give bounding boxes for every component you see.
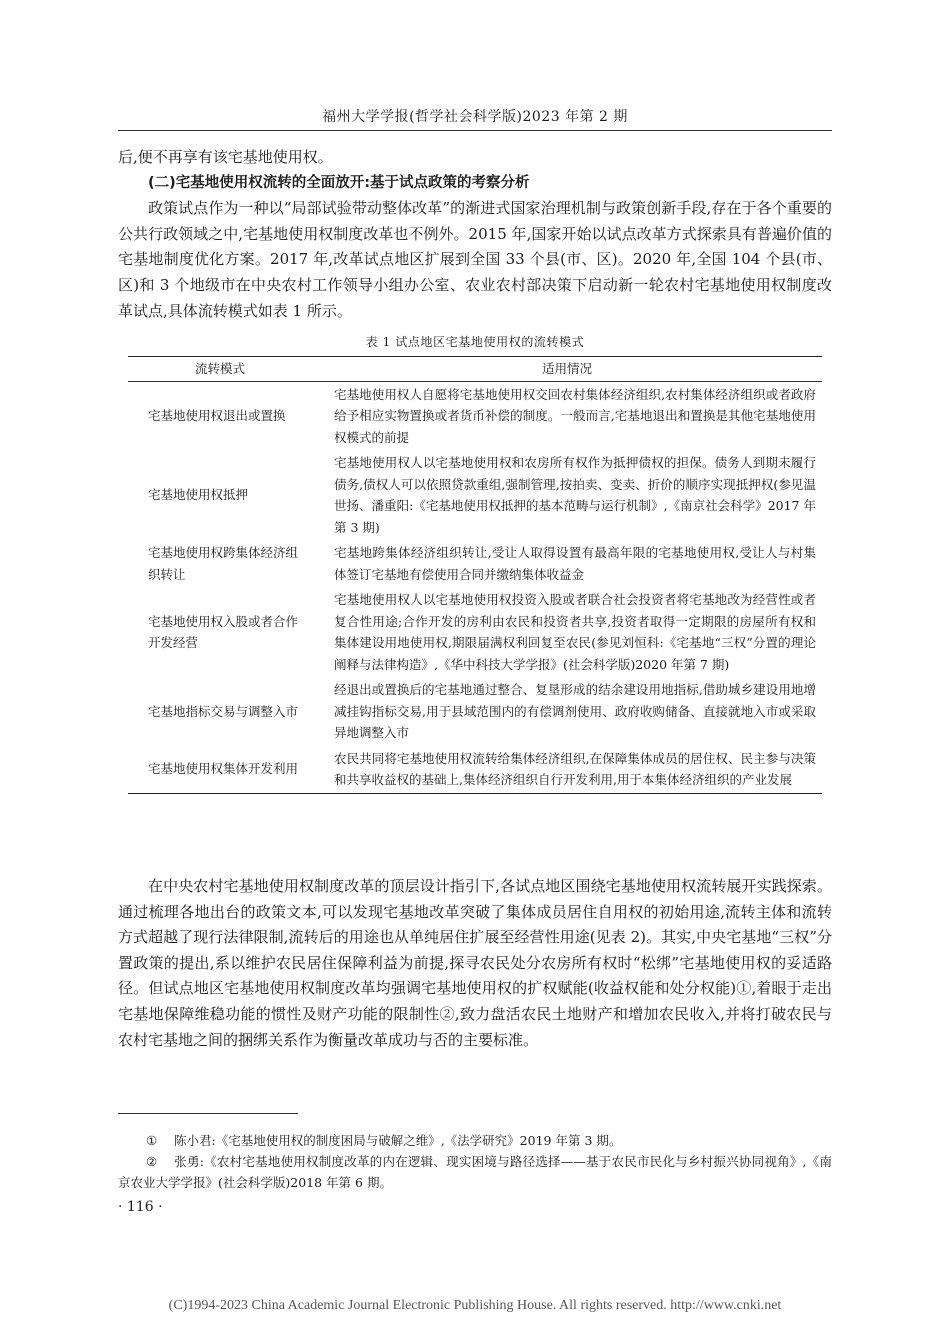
paragraph-2: 在中央农村宅基地使用权制度改革的顶层设计指引下,各试点地区围绕宅基地使用权流转展开实践探索。通过梳理各地出台的政策文本,可以发现宅基地改革突破了集体成员居住自用权的初始用途,流转主体和流转方式超越了现行法律限制,流转后的用途也从单纯居住扩展至经营性用途(见表 2)。其实,中央宅基地“三权”分置政策的提出,系以维护农民居住保障利益为前提,探寻农民处分农房所有权时“松绑”宅基地使用权的妥适路径。但试点地区宅基地使用权制度改革均强调宅基地使用权的扩权赋能(收益权能和处分权能)①,着眼于走出宅基地保障维稳功能的惯性及财产功能的限制性②,致力盘活农民土地财产和增加农民收入,并将打破农民与农村宅基地之间的捆绑关系作为衡量改革成功与否的主要标准。 [118, 877, 832, 1049]
table-caption: 表 1 试点地区宅基地使用权的流转模式 [365, 335, 585, 349]
footnotes [118, 1130, 832, 1193]
row-desc: 宅基地使用权人自愿将宅基地使用权交回农村集体经济组织,农村集体经济组织或者政府给予相应实物置换或者货币补偿的制度。一般而言,宅基地退出和置换是其他宅基地使用权模式的前提 [334, 386, 816, 445]
row-mode: 宅基地使用权集体开发利用 [128, 746, 312, 794]
row-desc: 宅基地使用权人以宅基地使用权投资入股或者联合社会投资者将宅基地改为经营性或者复合性用途;合作开发的房利由农民和投资者共享,投资者取得一定期限的房屋所有权和集体建设用地使用权,期限届满权利回复至农民(参见刘恒科:《宅基地“三权”分置的理论阐释与法律构造》,《华中科技大学学报》(社会科学版)2020 年第 7 期) [334, 592, 816, 672]
table-row [128, 450, 822, 540]
page-number: · 116 · [118, 1199, 163, 1215]
copyright-notice: (C)1994-2023 China Academic Journal Electronic Publishing House. All rights reserved. http://www.cnki.net [168, 1298, 782, 1313]
table-row [128, 587, 822, 677]
paragraph-1: 政策试点作为一种以“局部试验带动整体改革”的渐进式国家治理机制与政策创新手段,存在于各个重要的公共行政领域之中,宅基地使用权制度改革也不例外。2015 年,国家开始以试点改革方式探索具有普遍价值的宅基地制度优化方案。2017 年,改革试点地区扩展到全国 33 个县(市、区)。2020 年,全国 104 个县(市、区)和 3 个地级市在中央农村工作领导小组办公室、农业农村部决策下启动新一轮农村宅基地使用权制度改革试点,具体流转模式如表 1 所示。 [118, 199, 832, 320]
row-desc: 农民共同将宅基地使用权流转给集体经济组织,在保障集体成员的居住权、民主参与决策和共享收益权的基础上,集体经济组织自行开发利用,用于本集体经济组织的产业发展 [312, 746, 822, 794]
footnote-2 [118, 1151, 832, 1193]
table-header-row [128, 357, 822, 382]
row-desc: 经退出或置换后的宅基地通过整合、复垦形成的结余建设用地指标,借助城乡建设用地增减挂钩指标交易,用于县域范围内的有偿调剂使用、政府收购储备、直接就地入市或采取异地调整入市 [334, 682, 816, 740]
journal-header: 福州大学学报(哲学社会科学版)2023 年第 2 期 [322, 109, 628, 125]
continuation-paragraph: 后,便不再享有该宅基地使用权。 [118, 148, 333, 166]
transfer-mode-table [128, 356, 822, 794]
section-heading: (二)宅基地使用权流转的全面放开:基于试点政策的考察分析 [148, 174, 530, 191]
column-header-desc: 适用情况 [312, 357, 822, 382]
row-mode: 宅基地使用权抵押 [148, 487, 249, 503]
row-mode: 宅基地指标交易与调整入市 [148, 703, 299, 719]
row-mode: 宅基地使用权入股或者合作开发经营 [148, 613, 299, 650]
footnote-text: 陈小君:《宅基地使用权的制度困局与破解之维》,《法学研究》2019 年第 3 期。 [174, 1133, 622, 1148]
table-row [128, 677, 822, 746]
row-mode: 宅基地使用权跨集体经济组织转让 [148, 545, 299, 582]
body-upper [118, 145, 832, 324]
column-header-mode: 流转模式 [128, 357, 312, 382]
row-mode: 宅基地使用权退出或置换 [148, 408, 286, 423]
footnote-number: ① [146, 1133, 158, 1148]
table-row [128, 540, 822, 587]
table-row [128, 381, 822, 450]
row-desc: 宅基地跨集体经济组织转让,受让人取得设置有最高年限的宅基地使用权,受让人与村集体签订宅基地有偿使用合同并缴纳集体收益金 [334, 545, 816, 582]
table-row [128, 746, 822, 794]
body-lower [118, 874, 832, 1053]
footnote-1 [118, 1130, 832, 1151]
footnote-number: ② [146, 1154, 158, 1169]
row-desc: 宅基地使用权人以宅基地使用权和农房所有权作为抵押债权的担保。债务人到期未履行债务,债权人可以依照贷款重组,强制管理,按拍卖、变卖、折价的顺序实现抵押权(参见温世扬、潘重阳:《宅基地使用权抵押的基本范畴与运行机制》,《南京社会科学》2017 年第 3 期) [334, 455, 816, 535]
footnote-text: 张勇:《农村宅基地使用权制度改革的内在逻辑、现实困境与路径选择——基于农民市民化与乡村振兴协同视角》,《南京农业大学学报》(社会科学版)2018 年第 6 期。 [118, 1154, 832, 1190]
footnote-rule [118, 1113, 298, 1114]
header-rule [118, 130, 832, 131]
